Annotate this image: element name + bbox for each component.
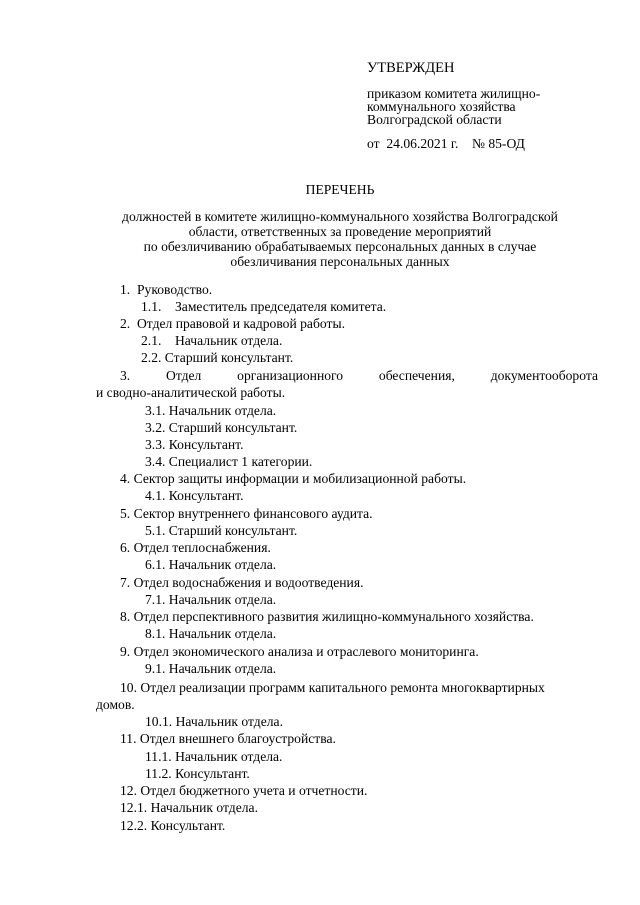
list-item-3-word-1: Отдел bbox=[166, 368, 202, 383]
order-date-number: от 24.06.2021 г. № 85-ОД bbox=[367, 136, 525, 151]
list-item-11-1: 11.1. Начальник отдела. bbox=[145, 749, 283, 764]
list-item-10: 10. Отдел реализации программ капитального ремонта многоквартирных bbox=[120, 680, 545, 695]
list-item-8-1: 8.1. Начальник отдела. bbox=[145, 626, 277, 641]
list-item-5: 5. Сектор внутреннего финансового аудита. bbox=[120, 506, 373, 521]
list-item-4-1: 4.1. Консультант. bbox=[145, 488, 244, 503]
list-item-3-word-2: организационного bbox=[237, 368, 344, 383]
list-item-2-2: 2.2. Старший консультант. bbox=[141, 350, 294, 365]
list-item-6-1: 6.1. Начальник отдела. bbox=[145, 557, 277, 572]
list-item-12-1: 12.1. Начальник отдела. bbox=[120, 800, 258, 815]
list-item-1-1: 1.1. Заместитель председателя комитета. bbox=[141, 299, 387, 314]
list-item-11: 11. Отдел внешнего благоустройства. bbox=[120, 731, 336, 746]
list-item-2: 2. Отдел правовой и кадровой работы. bbox=[120, 316, 345, 331]
approval-line-3: Волгоградской области bbox=[367, 112, 502, 127]
list-item-7: 7. Отдел водоснабжения и водоотведения. bbox=[120, 575, 364, 590]
list-item-12-2: 12.2. Консультант. bbox=[120, 818, 226, 833]
list-item-3-2: 3.2. Старший консультант. bbox=[145, 420, 298, 435]
document-subtitle-line-3: по обезличиванию обрабатываемых персональных данных в случае bbox=[143, 239, 537, 254]
list-item-3-word-3: обеспечения, bbox=[378, 368, 455, 383]
document-subtitle-line-1: должностей в комитете жилищно-коммунального хозяйства Волгоградской bbox=[122, 209, 558, 224]
list-item-3-1: 3.1. Начальник отдела. bbox=[145, 403, 277, 418]
list-item-2-1: 2.1. Начальник отдела. bbox=[141, 333, 283, 348]
list-item-11-2: 11.2. Консультант. bbox=[145, 766, 250, 781]
approval-line-2: коммунального хозяйства bbox=[367, 99, 516, 114]
list-item-3 bbox=[120, 368, 598, 384]
list-item-6: 6. Отдел теплоснабжения. bbox=[120, 540, 271, 555]
list-item-3-continuation: и сводно-аналитической работы. bbox=[96, 385, 286, 400]
list-item-10-continuation: домов. bbox=[96, 697, 135, 712]
list-item-1: 1. Руководство. bbox=[120, 282, 213, 297]
document-subtitle-line-2: области, ответственных за проведение мероприятий bbox=[188, 224, 492, 239]
list-item-3-4: 3.4. Специалист 1 категории. bbox=[145, 454, 313, 469]
list-item-9-1: 9.1. Начальник отдела. bbox=[145, 661, 277, 676]
list-item-5-1: 5.1. Старший консультант. bbox=[145, 523, 298, 538]
list-item-4: 4. Сектор защиты информации и мобилизационной работы. bbox=[120, 471, 467, 486]
list-item-7-1: 7.1. Начальник отдела. bbox=[145, 592, 277, 607]
document-title: ПЕРЕЧЕНЬ bbox=[305, 182, 375, 197]
list-item-8: 8. Отдел перспективного развития жилищно-коммунального хозяйства. bbox=[120, 609, 534, 624]
approval-line-1: приказом комитета жилищно- bbox=[367, 86, 541, 101]
list-item-9: 9. Отдел экономического анализа и отраслевого мониторинга. bbox=[120, 644, 479, 659]
list-item-3-number: 3. bbox=[120, 368, 131, 383]
document-subtitle-line-4: обезличивания персональных данных bbox=[230, 254, 450, 269]
approval-title: УТВЕРЖДЕН bbox=[367, 60, 455, 76]
list-item-3-3: 3.3. Консультант. bbox=[145, 437, 244, 452]
list-item-10-1: 10.1. Начальник отдела. bbox=[145, 714, 283, 729]
list-item-12: 12. Отдел бюджетного учета и отчетности. bbox=[120, 783, 368, 798]
list-item-3-word-4: документооборота bbox=[490, 368, 598, 383]
